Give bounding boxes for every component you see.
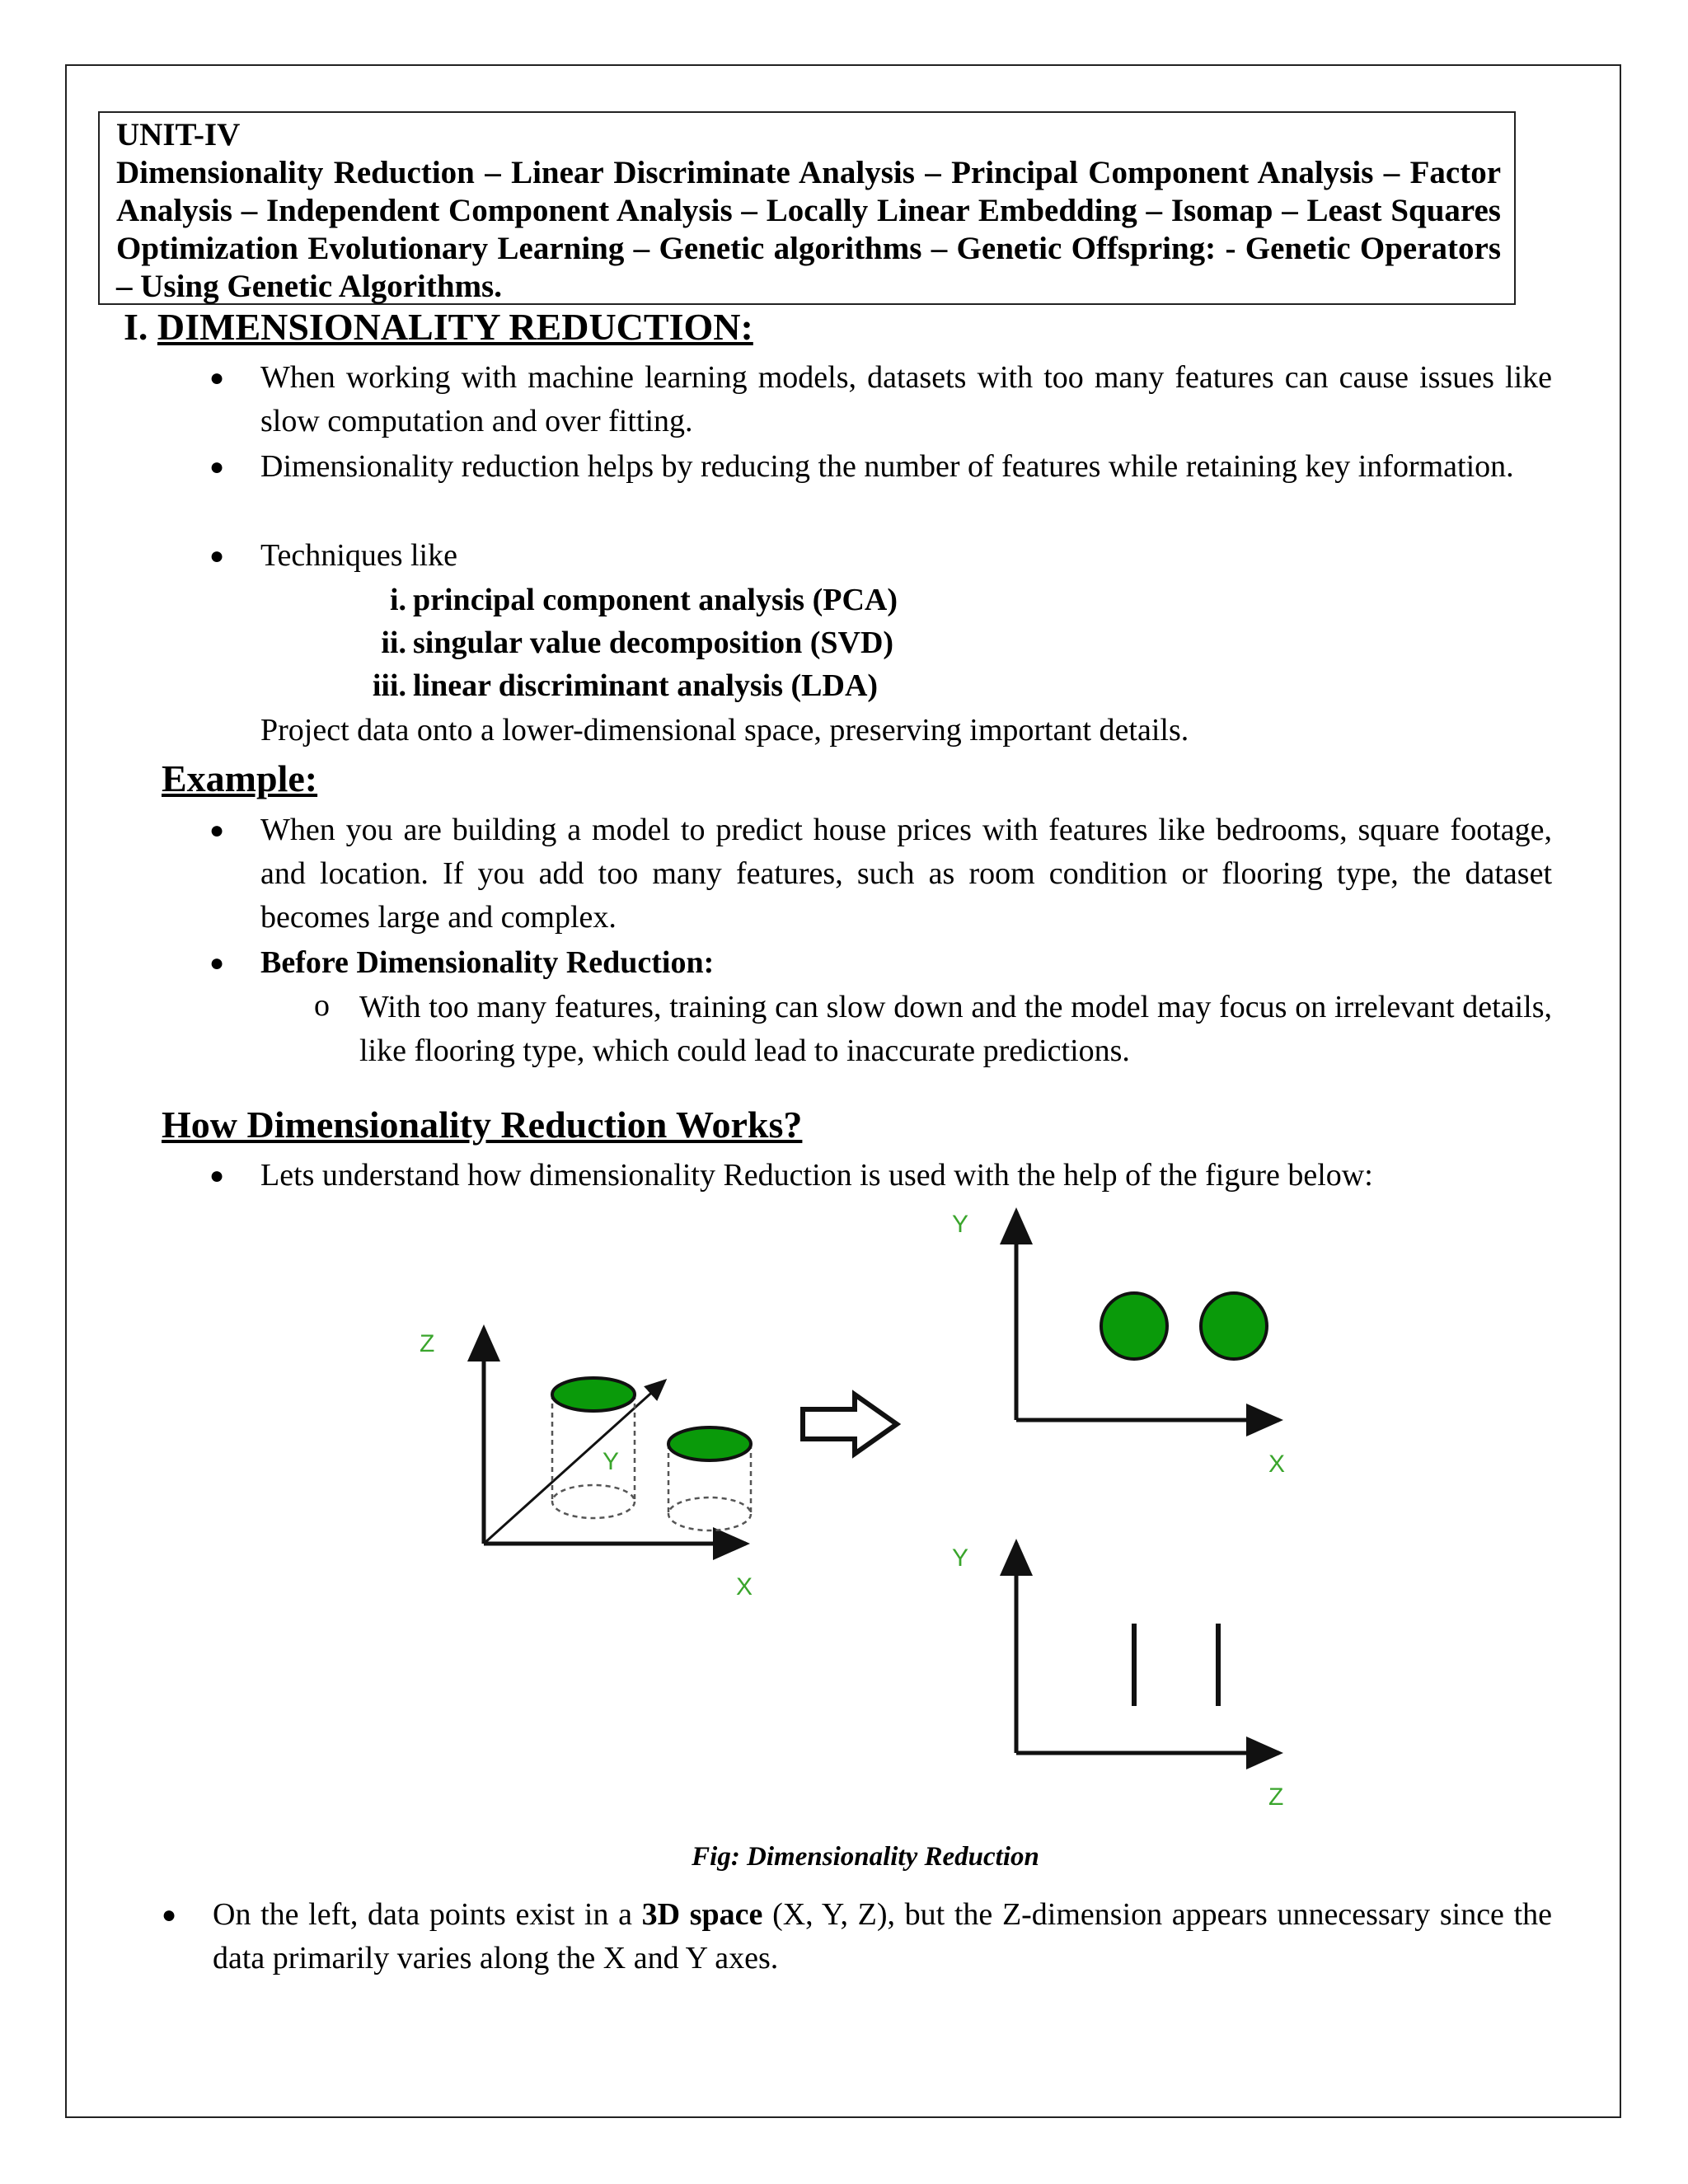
bullet-icon: ● — [209, 817, 225, 844]
bullet-icon: ● — [209, 453, 225, 480]
bullet-text: Techniques like — [260, 538, 457, 573]
transform-arrow-icon — [803, 1394, 897, 1454]
technique-number: i. — [389, 583, 406, 617]
br-z-label: Z — [1268, 1783, 1284, 1811]
top-right-2d-plot — [952, 1211, 1285, 1478]
left-z-label: Z — [420, 1330, 435, 1357]
bullet-icon: ● — [209, 949, 225, 977]
conclusion-text — [213, 1893, 1552, 1980]
bullet-icon: ● — [209, 1162, 225, 1189]
left-x-label: X — [736, 1573, 753, 1601]
conclusion-after: (X, Y, Z), but the Z-dimension appears unnecessary since the data primarily varies along the X and Y axes. — [213, 1897, 1553, 1975]
bullet-text: Dimensionality reduction helps by reducing the number of features while retaining key information. — [260, 449, 1514, 484]
bullet-text: When working with machine learning models, datasets with too many features can cause issues like slow computation and over fitting. — [260, 360, 1552, 438]
left-y-label: Y — [603, 1448, 620, 1475]
techniques-summary: Project data onto a lower-dimensional space, preserving important details. — [260, 713, 1189, 748]
technique-number: ii. — [381, 626, 406, 660]
example-heading: Example: — [162, 757, 318, 799]
before-reduction-label: Before Dimensionality Reduction: — [260, 945, 715, 980]
bullet-icon: ● — [209, 364, 225, 391]
left-3d-plot — [420, 1329, 753, 1601]
tr-x-label: X — [1268, 1451, 1286, 1478]
technique-number: iii. — [372, 668, 406, 703]
figure-caption: Fig: Dimensionality Reduction — [692, 1842, 1039, 1872]
bottom-right-2d-plot — [952, 1543, 1283, 1811]
example-bullet: When you are building a model to predict house prices with features like bedrooms, square footage, and location. If you add too many features, such as room condition or flooring type, the dataset becomes large and complex. — [260, 813, 1552, 935]
unit-topics: Dimensionality Reduction – Linear Discriminate Analysis – Principal Component Analysis – Factor Analysis – Independent Component Analysis – Locally Linear Embedding – Isomap – Least Squares Optimization Evolutionary Learning – Genetic algorithms – Genetic Offspring: - Genetic Operators – Using Genetic Algorithms. — [116, 155, 1501, 304]
data-point-circle — [1101, 1293, 1167, 1359]
bullet-icon: ● — [209, 542, 225, 569]
data-point-circle — [1201, 1293, 1267, 1359]
data-point-cylinder — [552, 1378, 635, 1518]
data-point-cylinder — [668, 1427, 751, 1530]
bullet-icon: ● — [162, 1901, 177, 1929]
sub-bullet-marker: o — [314, 988, 330, 1023]
how-bullet: Lets understand how dimensionality Reduction is used with the help of the figure below: — [260, 1158, 1373, 1193]
tr-y-label: Y — [952, 1211, 969, 1238]
technique-text: linear discriminant analysis (LDA) — [413, 668, 879, 703]
technique-text: singular value decomposition (SVD) — [413, 626, 894, 660]
br-y-label: Y — [952, 1544, 969, 1572]
section-number: I. — [124, 306, 148, 348]
sub-bullet-text: With too many features, training can slow down and the model may focus on irrelevant details, like flooring type, which could lead to inaccurate predictions. — [359, 990, 1552, 1068]
section-title: DIMENSIONALITY REDUCTION: — [157, 306, 753, 348]
technique-text: principal component analysis (PCA) — [413, 583, 898, 617]
how-heading: How Dimensionality Reduction Works? — [162, 1104, 803, 1146]
unit-title: UNIT-IV — [116, 117, 241, 152]
conclusion-bold: 3D space — [641, 1897, 763, 1932]
conclusion-before: On the left, data points exist in a — [213, 1897, 642, 1932]
